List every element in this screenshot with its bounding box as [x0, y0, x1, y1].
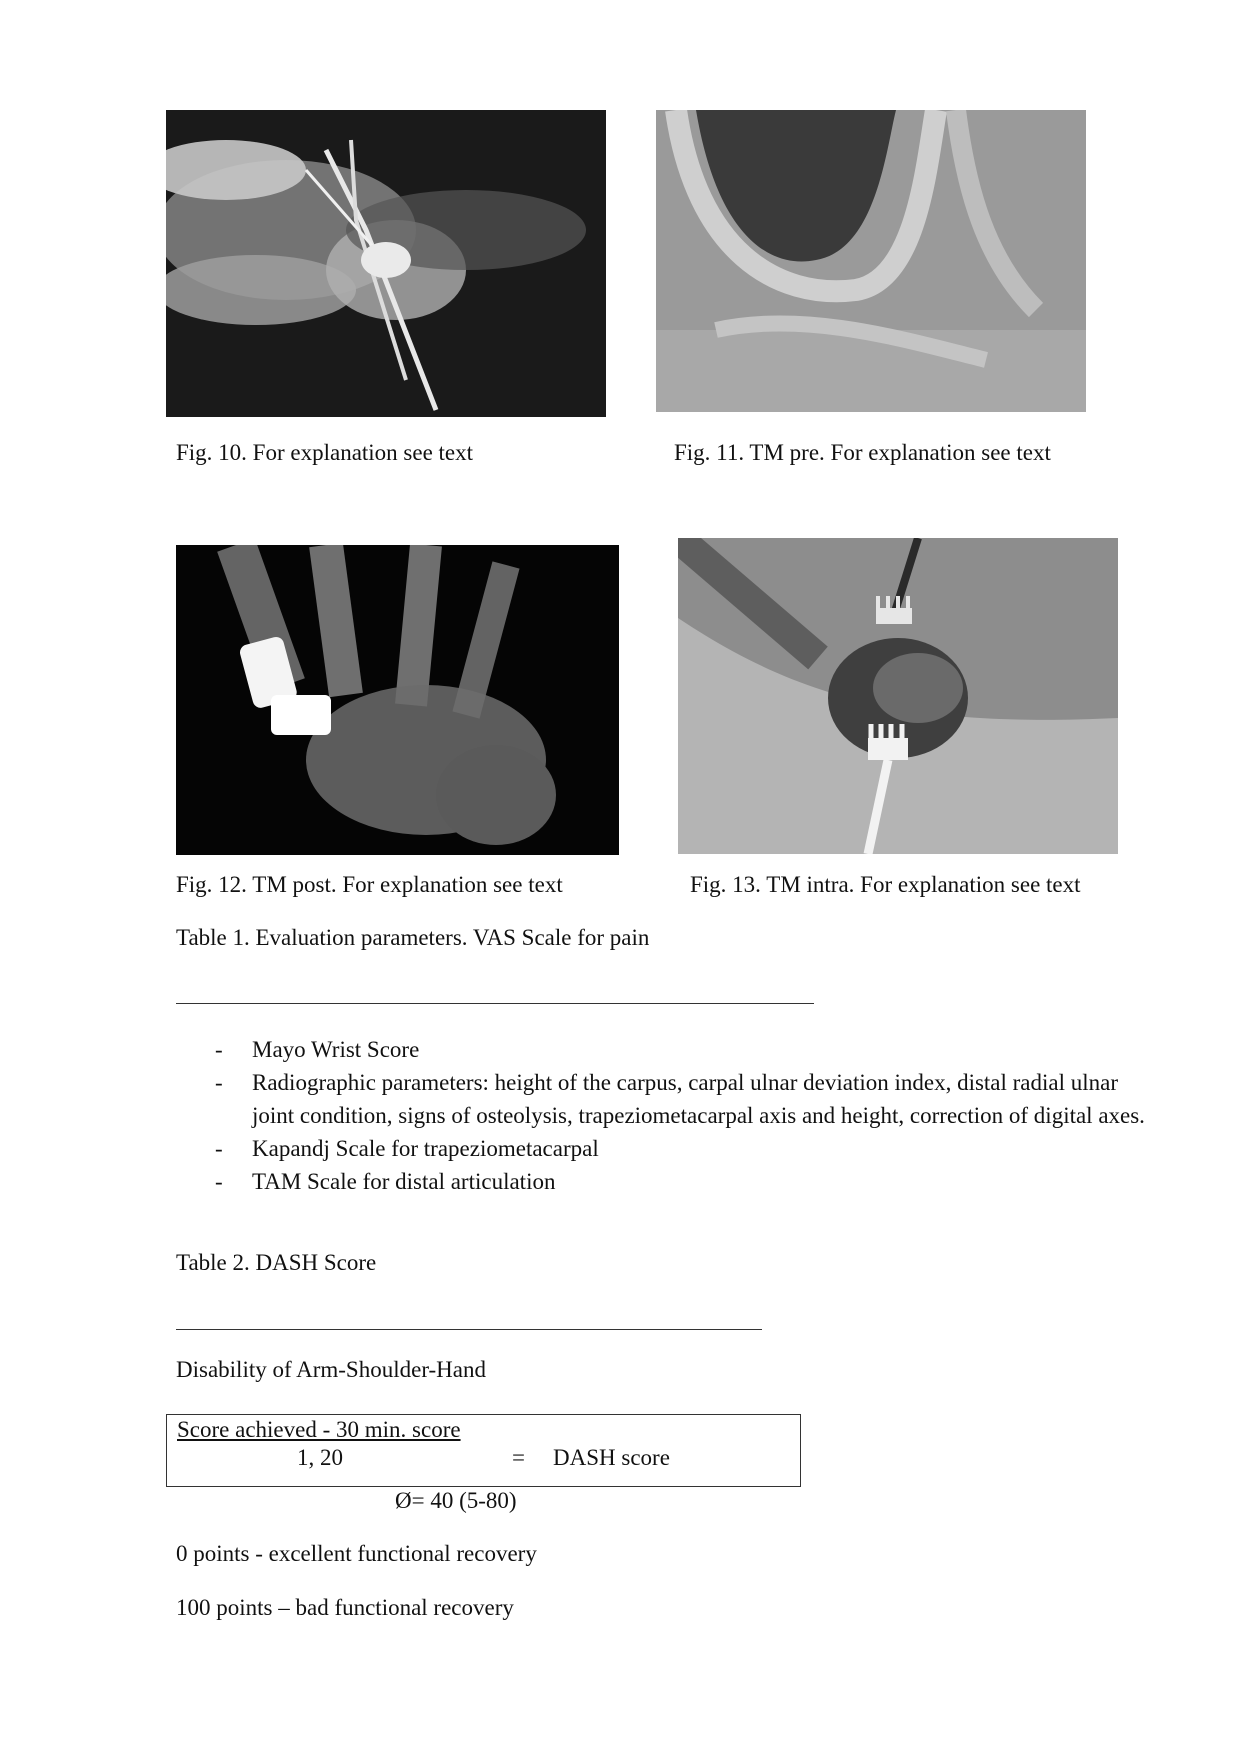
bullet: - — [215, 1070, 223, 1095]
bullet: - — [215, 1136, 223, 1161]
note-bad: 100 points – bad functional recovery — [176, 1595, 514, 1620]
list-item — [215, 1132, 1145, 1165]
figure-12-caption: Fig. 12. TM post. For explanation see text — [176, 872, 563, 897]
list-item-text: Kapandj Scale for trapeziometacarpal — [252, 1136, 599, 1161]
evaluation-parameters-list — [215, 1033, 1145, 1198]
figure-10-caption: Fig. 10. For explanation see text — [176, 440, 474, 465]
dash-formula-box — [166, 1414, 801, 1487]
figure-11-image — [656, 110, 1086, 412]
formula-denominator: 1, 20 — [297, 1445, 343, 1470]
formula-numerator: Score achieved - 30 min. score — [177, 1417, 461, 1442]
table-2-title: Table 2. DASH Score — [176, 1250, 377, 1275]
figure-13-caption: Fig. 13. TM intra. For explanation see text — [690, 872, 1081, 897]
formula-result: DASH score — [553, 1445, 670, 1470]
list-item — [215, 1066, 1145, 1132]
list-item — [215, 1165, 1145, 1198]
figure-10-image — [166, 110, 606, 417]
table-2-rule — [176, 1329, 762, 1330]
table-1-rule — [176, 1003, 814, 1004]
formula-equals: = — [512, 1445, 525, 1470]
note-excellent: 0 points - excellent functional recovery — [176, 1541, 537, 1566]
list-item-text: Radiographic parameters: height of the carpus, carpal ulnar deviation index, distal radial ulnar joint condition, signs of osteolysis, trapeziometacarpal axis and height, correction of digital axes. — [252, 1070, 1145, 1128]
dash-mean: Ø= 40 (5-80) — [395, 1488, 517, 1513]
list-item-text: TAM Scale for distal articulation — [252, 1169, 556, 1194]
bullet: - — [215, 1169, 223, 1194]
table-1-title: Table 1. Evaluation parameters. VAS Scale for pain — [176, 925, 650, 950]
list-item — [215, 1033, 1145, 1066]
figure-11-caption: Fig. 11. TM pre. For explanation see text — [674, 440, 1051, 465]
list-item-text: Mayo Wrist Score — [252, 1037, 420, 1062]
figure-12-image — [176, 545, 619, 855]
figure-13-image — [678, 538, 1118, 854]
bullet: - — [215, 1037, 223, 1062]
table-2-subtitle: Disability of Arm-Shoulder-Hand — [176, 1357, 486, 1382]
